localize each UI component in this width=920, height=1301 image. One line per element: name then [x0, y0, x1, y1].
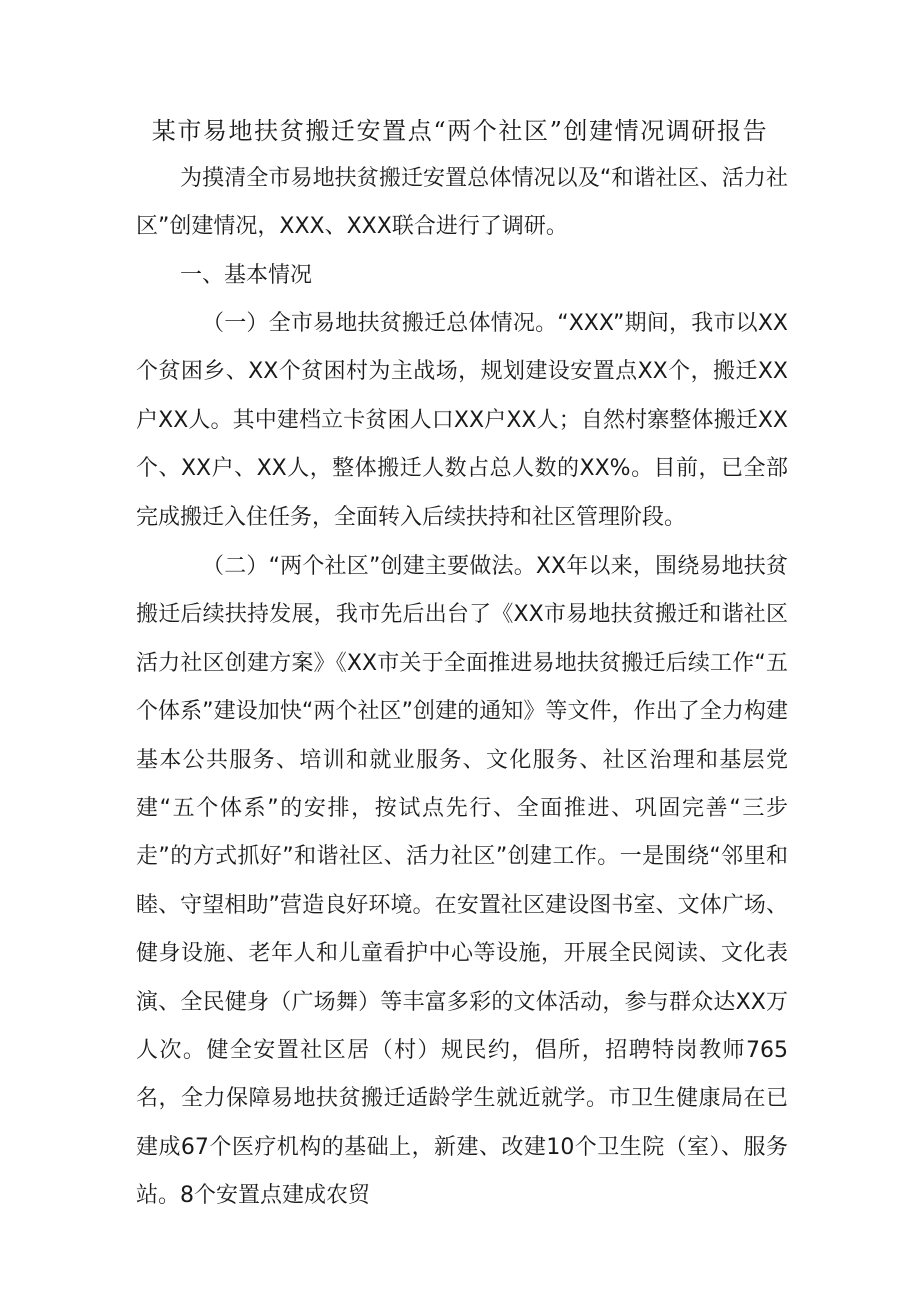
body-paragraph: （二）“两个社区”创建主要做法。XX年以来，围绕易地扶贫搬迁后续扶持发展，我市先后出台了《XX市易地扶贫搬迁和谐社区活力社区创建方案》《XX市关于全面推进易地扶贫搬迁后续工作“五个体系”建设加快“两个社区”创建的通知》等文件，作出了全力构建基本公共服务、培训和就业服务、文化服务、社区治理和基层党建“五个体系”的安排，按试点先行、全面推进、巩固完善“三步走”的方式抓好”和谐社区、活力社区”创建工作。一是围绕“邻里和睦、守望相助”营造良好环境。在安置社区建设图书室、文体广场、健身设施、老年人和儿童看护中心等设施，开展全民阅读、文化表演、全民健身（广场舞）等丰富多彩的文体活动，参与群众达XX万人次。健全安置社区居（村）规民约，倡所，招聘特岗教师765名，全力保障易地扶贫搬迁适龄学生就近就学。市卫生健康局在已建成67个医疗机构的基础上，新建、改建10个卫生院（室）、服务站。8个安置点建成农贸: [136, 554, 788, 1209]
intro-paragraph: 为摸清全市易地扶贫搬迁安置总体情况以及“和谐社区、活力社区”创建情况，XXX、XXX联合进行了调研。: [136, 166, 788, 240]
body-paragraph: （一）全市易地扶贫搬迁总体情况。“XXX”期间，我市以XX个贫困乡、XX个贫困村为主战场，规划建设安置点XX个，搬迁XX户XX人。其中建档立卡贫困人口XX户XX人；自然村寨整体搬迁XX个、XX户、XX人，整体搬迁人数占总人数的XX%。目前，已全部完成搬迁入住任务，全面转入后续扶持和社区管理阶段。: [136, 311, 788, 530]
section-heading: 一、基本情况: [180, 263, 313, 288]
page-title: 某市易地扶贫搬迁安置点“两个社区”创建情况调研报告: [151, 117, 769, 145]
